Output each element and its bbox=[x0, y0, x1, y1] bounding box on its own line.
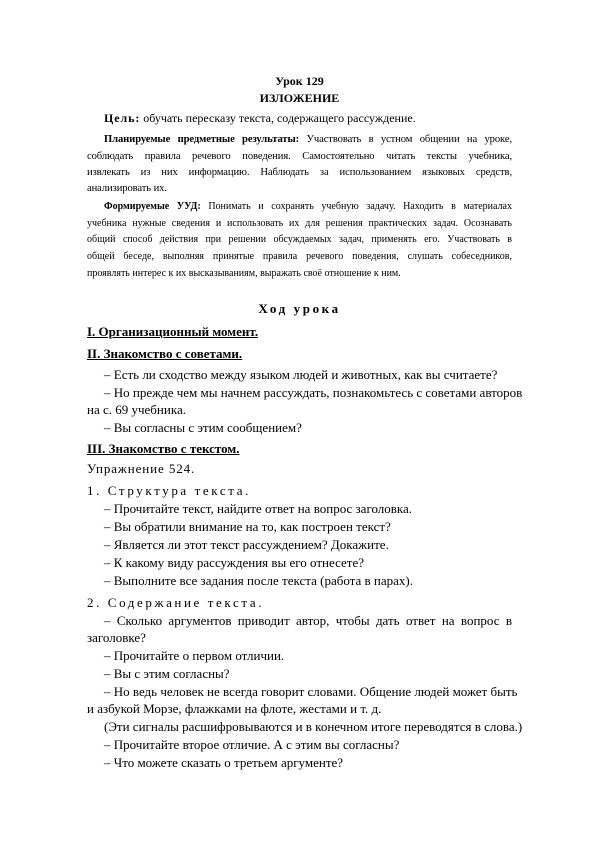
lesson-number: Урок 129 bbox=[275, 74, 324, 88]
dialog-line: – Вы согласны с этим сообщением? bbox=[104, 420, 302, 435]
lesson-topic: ИЗЛОЖЕНИЕ bbox=[259, 91, 340, 105]
uud-line: Формируемые УУД: Понимать и сохранять учебную задачу. Находить в материалах bbox=[104, 201, 512, 212]
goal-text: обучать пересказу текста, содержащего рассуждение. bbox=[140, 111, 416, 125]
dialog-line: – Вы с этим согласны? bbox=[104, 666, 230, 681]
subsection-heading: 1. Структура текста. bbox=[87, 483, 251, 498]
lesson-goal bbox=[104, 111, 512, 126]
dialog-line: (Эти сигналы расшифровываются и в конечном итоге переводятся в слова.) bbox=[104, 719, 523, 734]
dialog-line: – Вы обратили внимание на то, как построен текст? bbox=[104, 519, 391, 534]
planned-line: Планируемые предметные результаты: Участвовать в устном общении на уроке, bbox=[104, 134, 512, 145]
subsection-heading: 2. Содержание текста. bbox=[87, 595, 265, 610]
course-title: Ход урока bbox=[258, 301, 341, 316]
planned-line: анализировать их. bbox=[87, 183, 167, 194]
planned-line: соблюдать правила речевого поведения. Самостоятельно читать тексты учебника, bbox=[87, 151, 512, 162]
dialog-line: – Сколько аргументов приводит автор, чтобы дать ответ на вопрос в bbox=[104, 613, 512, 628]
dialog-line: – К какому виду рассуждения вы его отнесете? bbox=[104, 555, 365, 570]
dialog-line: – Прочитайте текст, найдите ответ на вопрос заголовка. bbox=[104, 501, 413, 516]
uud-line: учебника нужные сведения и использовать их для решения практических задач. Осознавать bbox=[87, 218, 512, 229]
uud-label: Формируемые УУД: bbox=[104, 201, 201, 212]
planned-line: извлекать из них информацию. Наблюдать за использованием языковых средств, bbox=[87, 167, 512, 178]
dialog-line: заголовке? bbox=[87, 630, 146, 645]
section-heading: II. Знакомство с советами. bbox=[87, 346, 243, 361]
dialog-line: – Является ли этот текст рассуждением? Докажите. bbox=[104, 537, 389, 552]
section-heading: I. Организационный момент. bbox=[87, 324, 259, 339]
dialog-line: – Есть ли сходство между языком людей и животных, как вы считаете? bbox=[104, 367, 498, 382]
dialog-line: и азбукой Морзе, флажками на флоте, жестами и т. д. bbox=[87, 701, 382, 716]
dialog-line: – Прочитайте второе отличие. А с этим вы согласны? bbox=[104, 737, 400, 752]
dialog-line: – Прочитайте о первом отличии. bbox=[104, 648, 285, 663]
section-heading: III. Знакомство с текстом. bbox=[87, 441, 240, 456]
planned-label: Планируемые предметные результаты: bbox=[104, 134, 300, 145]
uud-line: общий способ действия при решении обсуждаемых задач, применять его. Участвовать в bbox=[87, 234, 512, 245]
dialog-line: на с. 69 учебника. bbox=[87, 402, 186, 417]
dialog-line: – Что можете сказать о третьем аргументе? bbox=[104, 755, 344, 770]
exercise-title: Упражнение 524. bbox=[87, 461, 196, 476]
uud-line: общей беседе, выполняя принятые правила речевого поведения, слушать собеседников, bbox=[87, 251, 512, 262]
dialog-line: – Но ведь человек не всегда говорит словами. Общение людей может быть bbox=[104, 684, 518, 699]
uud-line: проявлять интерес к их высказываниям, выражать своё отношение к ним. bbox=[87, 268, 401, 279]
goal-label: Цель: bbox=[104, 111, 141, 125]
dialog-line: – Выполните все задания после текста (работа в парах). bbox=[104, 573, 413, 588]
dialog-line: – Но прежде чем мы начнем рассуждать, познакомьтесь с советами авторов bbox=[104, 385, 523, 400]
